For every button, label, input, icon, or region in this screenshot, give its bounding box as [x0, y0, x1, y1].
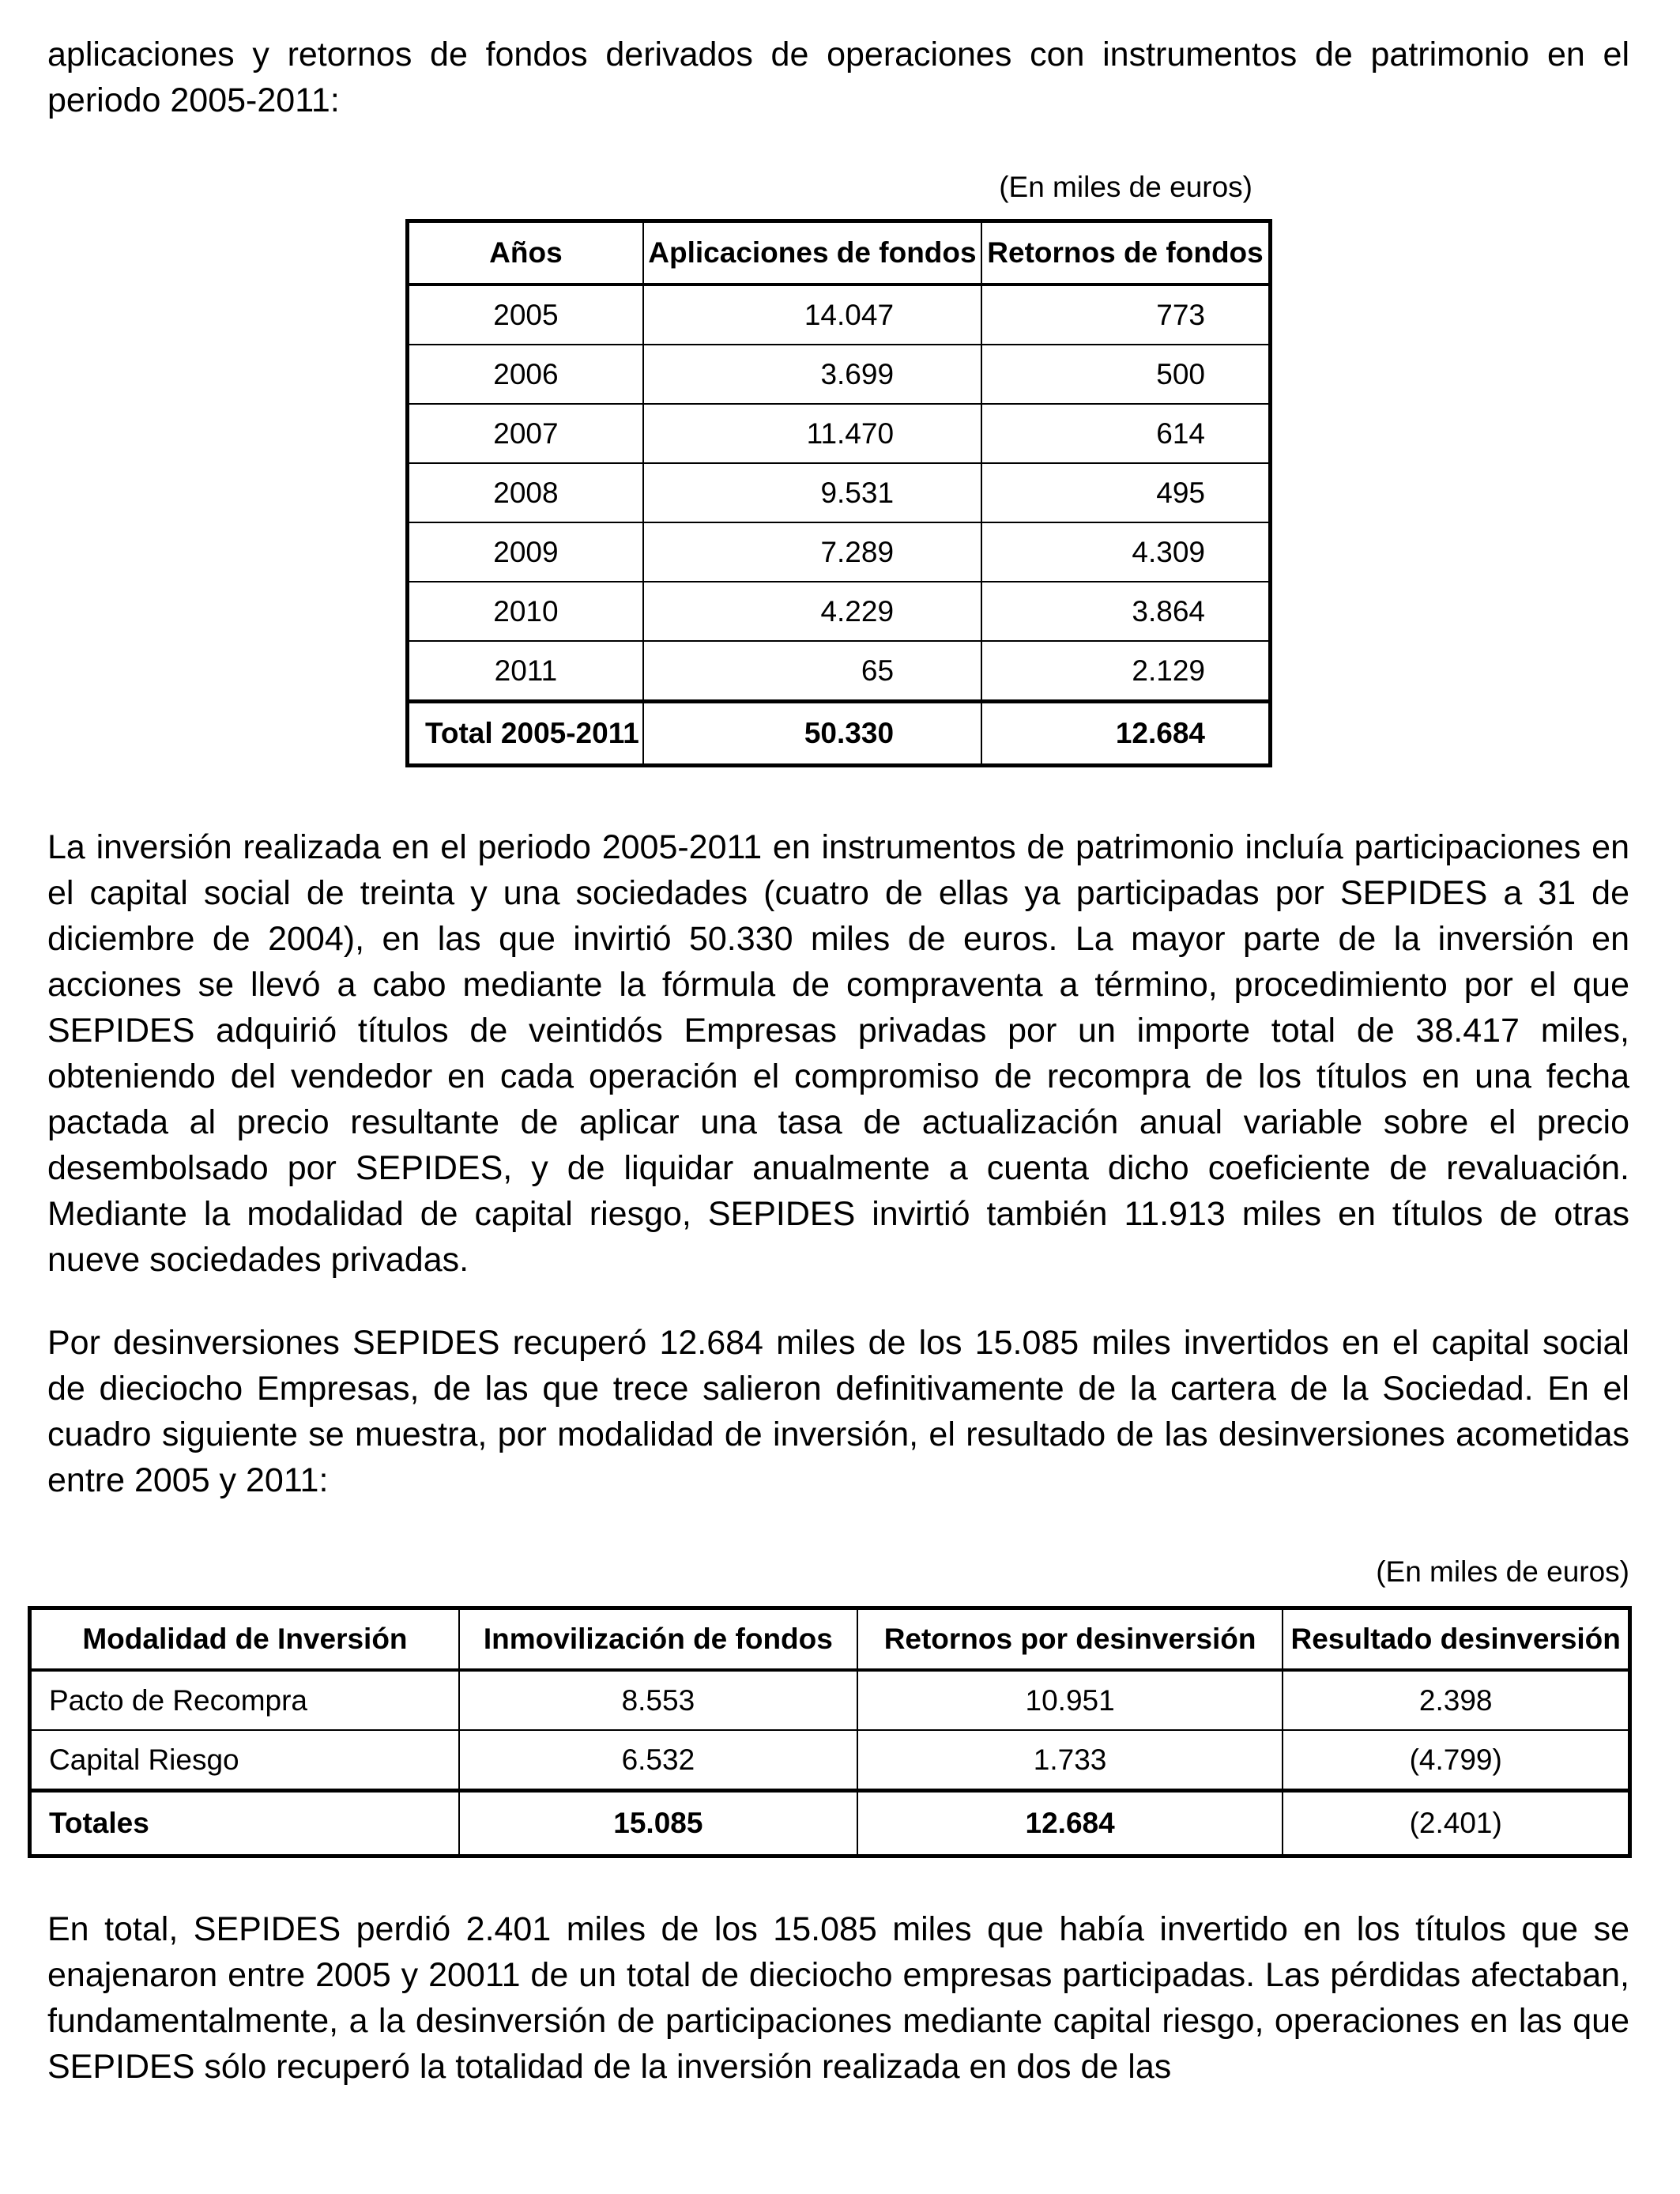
table-row [408, 463, 1271, 522]
header-modality: Modalidad de Inversión [30, 1608, 459, 1671]
table-row [408, 641, 1271, 702]
divestment-returns-cell: 1.733 [857, 1730, 1283, 1791]
paragraph-investment: La inversión realizada en el periodo 2005-2011 en instrumentos de patrimonio incluía participaciones en el capital social de treinta y una sociedades (cuatro de ellas ya participadas por SEPIDES a 31 de diciembre de 2004), en las que invirtió 50.330 miles de euros. La mayor parte de la inversión en acciones se llevó a cabo mediante la fórmula de compraventa a término, procedimiento por el que SEPIDES adquirió títulos de veintidós Empresas privadas por un importe total de 38.417 miles, obteniendo del vendedor en cada operación el compromiso de recompra de los títulos en una fecha pactada al precio resultante de aplicar una tasa de actualización anual variable sobre el precio desembolsado por SEPIDES, y de liquidar anualmente a cuenta dicho coeficiente de revaluación. Mediante la modalidad de capital riesgo, SEPIDES invirtió también 11.913 miles en títulos de otras nueve sociedades privadas. [47, 828, 1629, 1279]
year-cell: 2007 [408, 404, 643, 463]
total-label: Total 2005-2011 [408, 702, 643, 766]
applications-cell: 4.229 [643, 582, 981, 641]
header-applications: Aplicaciones de fondos [643, 221, 981, 285]
immobilization-cell: 8.553 [459, 1670, 857, 1730]
applications-cell: 11.470 [643, 404, 981, 463]
table-header-row [408, 221, 1271, 285]
returns-cell: 614 [981, 404, 1270, 463]
returns-cell: 773 [981, 285, 1270, 345]
year-cell: 2010 [408, 582, 643, 641]
applications-cell: 7.289 [643, 522, 981, 582]
funds-table [405, 219, 1272, 767]
paragraph-intro: aplicaciones y retornos de fondos derivados de operaciones con instrumentos de patrimonio en el periodo 2005-2011: [47, 36, 1629, 119]
applications-cell: 9.531 [643, 463, 981, 522]
returns-cell: 3.864 [981, 582, 1270, 641]
returns-cell: 495 [981, 463, 1270, 522]
applications-cell: 14.047 [643, 285, 981, 345]
header-returns: Retornos de fondos [981, 221, 1270, 285]
paragraph-divestment: Por desinversiones SEPIDES recuperó 12.684 miles de los 15.085 miles invertidos en el capital social de dieciocho Empresas, de las que trece salieron definitivamente de la cartera de la Sociedad. En el cuadro siguiente se muestra, por modalidad de inversión, el resultado de las desinversiones acometidas entre 2005 y 2011: [47, 1324, 1629, 1499]
immobilization-cell: 6.532 [459, 1730, 857, 1791]
table-row [408, 582, 1271, 641]
total-applications: 50.330 [643, 702, 981, 766]
year-cell: 2011 [408, 641, 643, 702]
returns-cell: 4.309 [981, 522, 1270, 582]
year-cell: 2008 [408, 463, 643, 522]
table-total-row [30, 1791, 1630, 1857]
table-row [30, 1730, 1630, 1791]
divestment-returns-cell: 10.951 [857, 1670, 1283, 1730]
year-cell: 2006 [408, 345, 643, 404]
total-immobilization: 15.085 [459, 1791, 857, 1857]
table-row [408, 404, 1271, 463]
applications-cell: 3.699 [643, 345, 981, 404]
table-row [408, 285, 1271, 345]
modality-cell: Capital Riesgo [30, 1730, 459, 1791]
table-row [30, 1670, 1630, 1730]
divestment-result-cell: 2.398 [1283, 1670, 1629, 1730]
table-header-row [30, 1608, 1630, 1671]
table1-unit-note: (En miles de euros) [999, 171, 1252, 203]
total-divestment-result: (2.401) [1283, 1791, 1629, 1857]
divestment-table [28, 1606, 1632, 1858]
total-label: Totales [30, 1791, 459, 1857]
table-row [408, 345, 1271, 404]
table-total-row [408, 702, 1271, 766]
header-divestment-returns: Retornos por desinversión [857, 1608, 1283, 1671]
total-returns: 12.684 [981, 702, 1270, 766]
modality-cell: Pacto de Recompra [30, 1670, 459, 1730]
divestment-result-cell: (4.799) [1283, 1730, 1629, 1791]
returns-cell: 2.129 [981, 641, 1270, 702]
total-divestment-returns: 12.684 [857, 1791, 1283, 1857]
header-immobilization: Inmovilización de fondos [459, 1608, 857, 1671]
table2-unit-note: (En miles de euros) [1376, 1555, 1629, 1588]
header-years: Años [408, 221, 643, 285]
year-cell: 2005 [408, 285, 643, 345]
year-cell: 2009 [408, 522, 643, 582]
applications-cell: 65 [643, 641, 981, 702]
table-row [408, 522, 1271, 582]
header-divestment-result: Resultado desinversión [1283, 1608, 1629, 1671]
returns-cell: 500 [981, 345, 1270, 404]
paragraph-losses: En total, SEPIDES perdió 2.401 miles de los 15.085 miles que había invertido en los títulos que se enajenaron entre 2005 y 20011 de un total de dieciocho empresas participadas. Las pérdidas afectaban, fundamentalmente, a la desinversión de participaciones mediante capital riesgo, operaciones en las que SEPIDES sólo recuperó la totalidad de la inversión realizada en dos de las [47, 1910, 1629, 2086]
